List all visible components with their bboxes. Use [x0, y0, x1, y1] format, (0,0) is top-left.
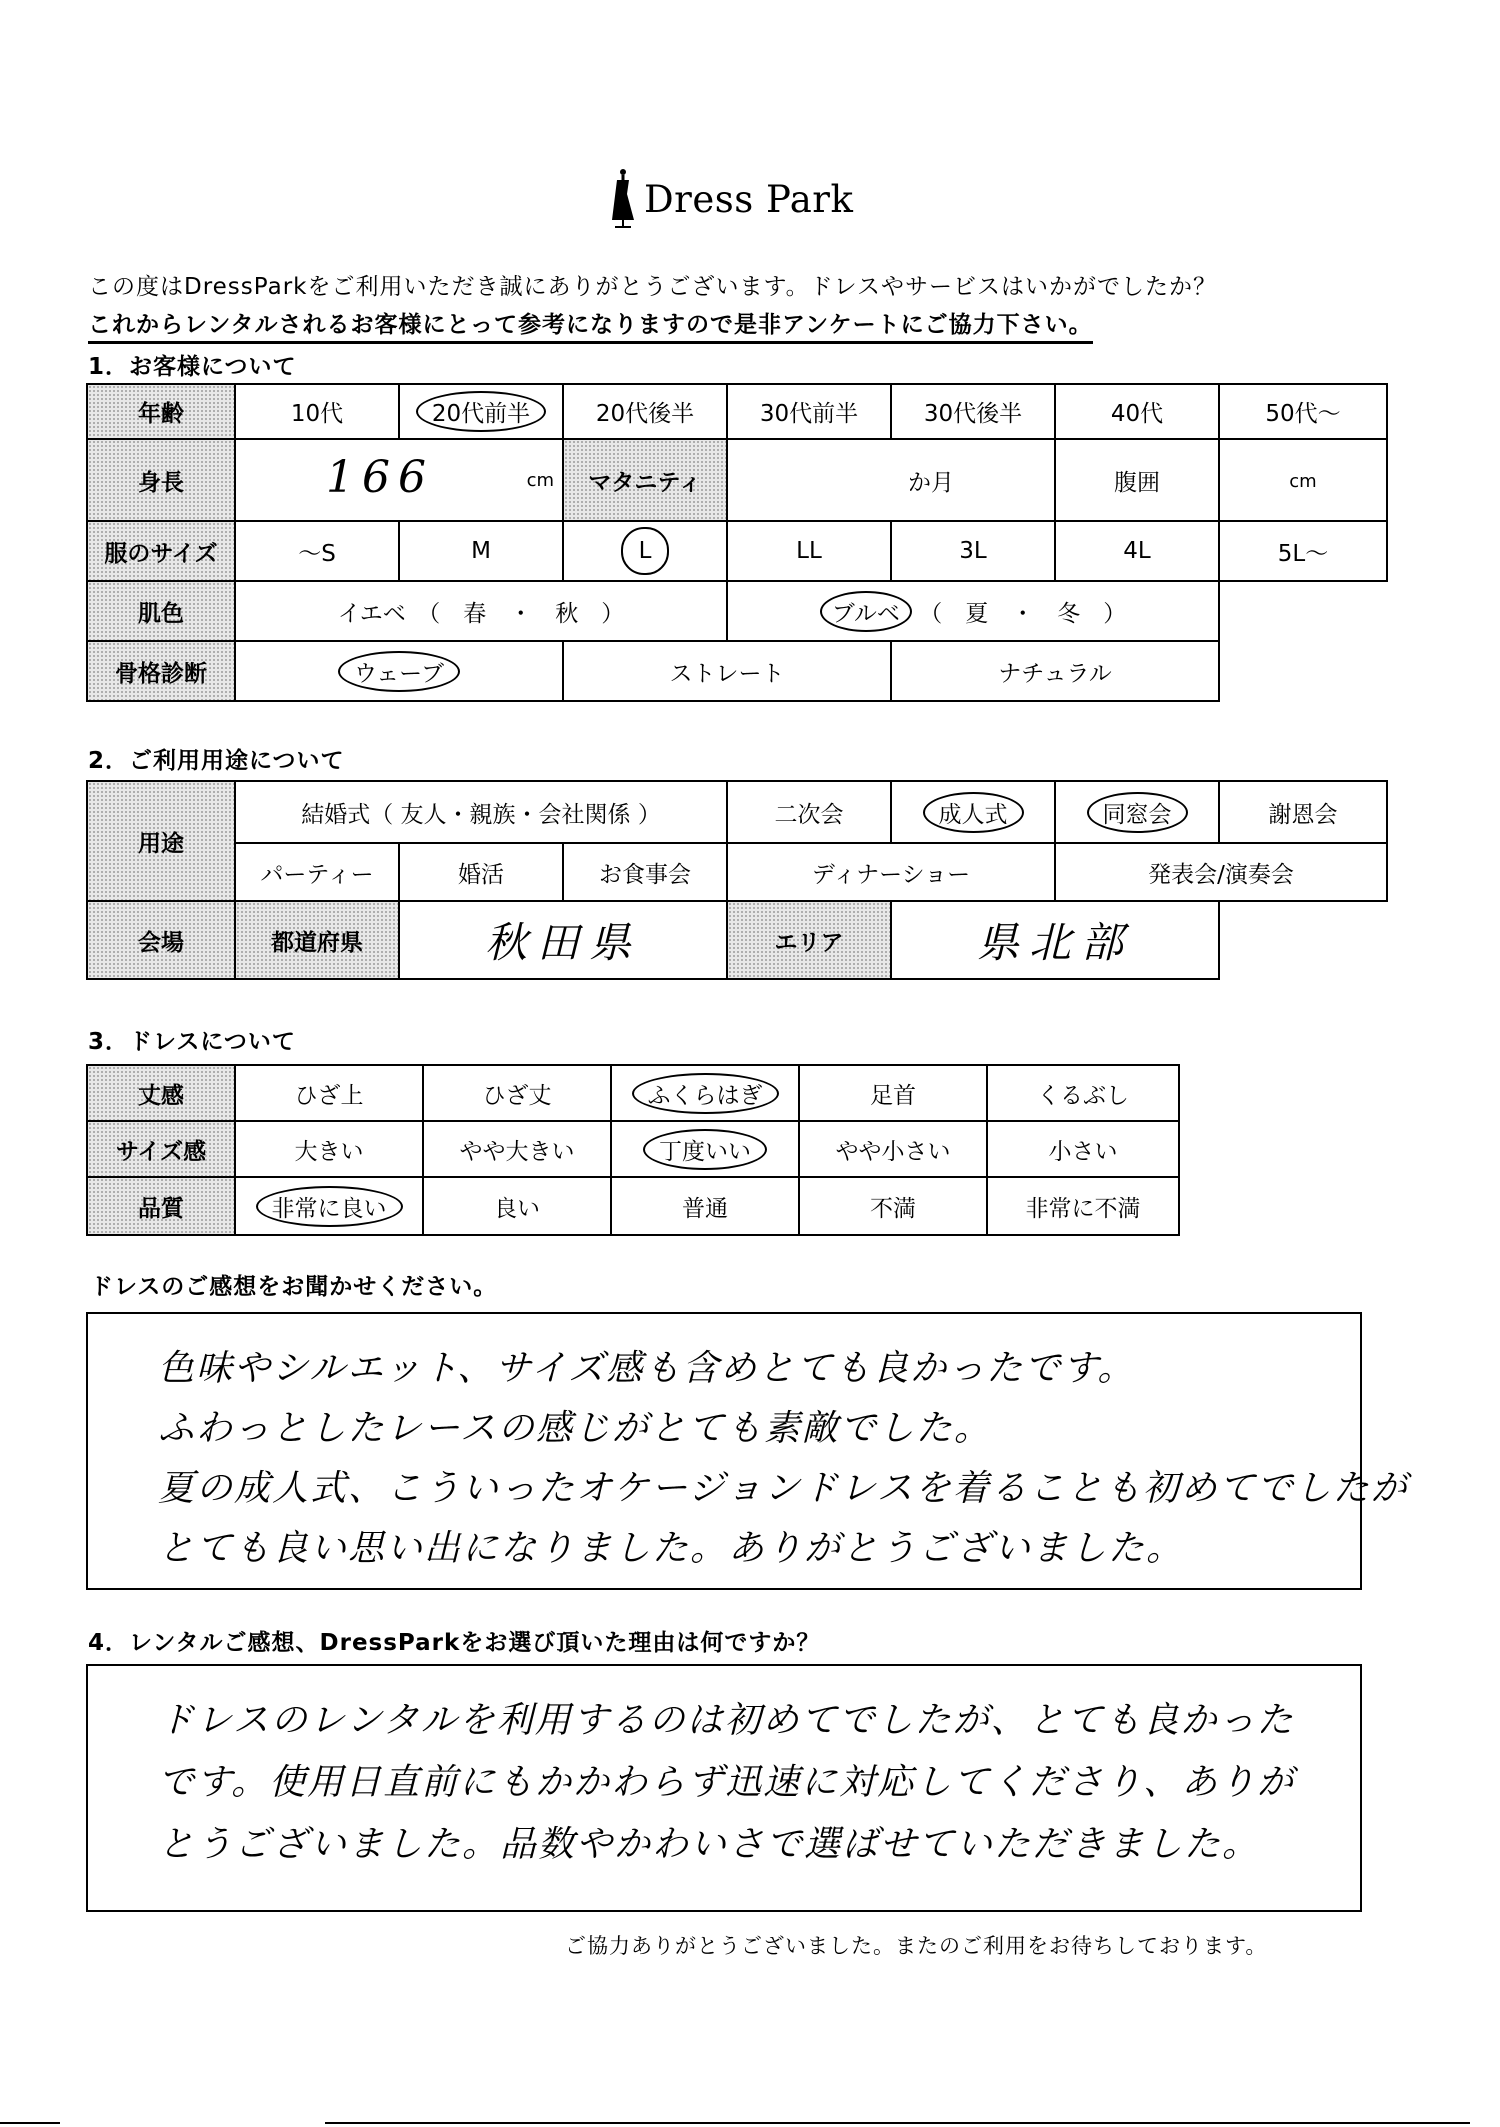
size-option-l[interactable] [563, 521, 727, 581]
selected-circle: ふくらはぎ [632, 1073, 779, 1114]
rental-comment-box[interactable] [86, 1664, 1362, 1912]
purpose-row-1 [87, 781, 1387, 843]
dress-comment-line: 夏の成人式、こういったオケージョンドレスを着ることも初めてでしたが [158, 1468, 1409, 1509]
waist-label: 腹囲 [1055, 439, 1219, 521]
age-option-40s[interactable]: 40代 [1055, 384, 1219, 439]
waist-unit: cm [1289, 471, 1317, 492]
area-field[interactable] [891, 901, 1219, 979]
height-unit: cm [526, 470, 554, 491]
purpose-table [86, 780, 1388, 980]
height-field[interactable] [235, 439, 563, 521]
prefecture-value: 秋田県 [485, 918, 642, 967]
purpose-konkatsu[interactable]: 婚活 [399, 843, 563, 901]
selected-circle: 成人式 [923, 792, 1024, 833]
frame-option-wave[interactable] [235, 641, 563, 701]
length-calf[interactable] [611, 1065, 799, 1121]
age-row [87, 384, 1387, 439]
age-option-late-20s[interactable]: 20代後半 [563, 384, 727, 439]
age-option-50s-plus[interactable]: 50代～ [1219, 384, 1387, 439]
prefecture-label: 都道府県 [235, 901, 399, 979]
maternity-label: マタニティ [563, 439, 727, 521]
dress-comment-line: ふわっとしたレースの感じがとても素敵でした。 [158, 1408, 992, 1449]
fit-label: サイズ感 [87, 1121, 235, 1177]
dress-comment-line: 色味やシルエット、サイズ感も含めとても良かったです。 [158, 1348, 1136, 1389]
height-label: 身長 [87, 439, 235, 521]
scan-edge-bottom [325, 2122, 1470, 2124]
section-2-title: 2．ご利用用途について [88, 748, 345, 774]
selected-circle: ウェーブ [338, 651, 460, 692]
quality-very-good[interactable] [235, 1177, 423, 1235]
scan-edge-left [0, 2122, 60, 2124]
size-option-m[interactable]: M [399, 521, 563, 581]
frame-option-straight[interactable]: ストレート [563, 641, 891, 701]
age-option-early-20s[interactable] [399, 384, 563, 439]
age-option-early-30s[interactable]: 30代前半 [727, 384, 891, 439]
quality-row [87, 1177, 1179, 1235]
length-label: 丈感 [87, 1065, 235, 1121]
age-label: 年齢 [87, 384, 235, 439]
frame-label: 骨格診断 [87, 641, 235, 701]
maternity-months-field[interactable] [727, 439, 1055, 521]
size-label: 服のサイズ [87, 521, 235, 581]
dress-comment-box[interactable] [86, 1312, 1409, 1590]
fit-row [87, 1121, 1179, 1177]
size-option-s[interactable]: ～S [235, 521, 399, 581]
venue-label: 会場 [87, 901, 235, 979]
purpose-dinner-show[interactable]: ディナーショー [727, 843, 1055, 901]
size-option-4l[interactable]: 4L [1055, 521, 1219, 581]
frame-option-natural[interactable]: ナチュラル [891, 641, 1219, 701]
purpose-row-2 [87, 843, 1387, 901]
rental-comment-line: ドレスのレンタルを利用するのは初めてでしたが、とても良かった [158, 1700, 1295, 1741]
purpose-wedding[interactable]: 結婚式（ 友人・親族・会社関係 ） [235, 781, 727, 843]
length-ankle-bone[interactable]: くるぶし [987, 1065, 1179, 1121]
fit-just-right[interactable] [611, 1121, 799, 1177]
months-unit: か月 [908, 469, 954, 496]
dress-table [86, 1064, 1180, 1236]
selected-circle: 同窓会 [1087, 792, 1188, 833]
venue-row [87, 901, 1387, 979]
size-option-ll[interactable]: LL [727, 521, 891, 581]
purpose-label: 用途 [87, 781, 235, 901]
section-4-title: 4．レンタルご感想、DressParkをお選び頂いた理由は何ですか？ [88, 1630, 821, 1656]
dress-mannequin-icon [608, 168, 638, 230]
fit-slightly-large[interactable]: やや大きい [423, 1121, 611, 1177]
intro-line-1: この度はDressParkをご利用いただき誠にありがとうございます。ドレスやサービスはいかがでしたか？ [88, 274, 1217, 300]
size-option-3l[interactable]: 3L [891, 521, 1055, 581]
section-3-title: 3．ドレスについて [88, 1029, 296, 1055]
footer-thanks: ご協力ありがとうございました。またのご利用をお待ちしております。 [565, 1934, 1268, 1958]
fit-small[interactable]: 小さい [987, 1121, 1179, 1177]
dress-comment-title: ドレスのご感想をお聞かせください。 [90, 1274, 498, 1300]
skin-yellow-base[interactable]: イエベ （ 春 ・ 秋 ） [235, 581, 727, 641]
rental-comment-line: とうございました。品数やかわいさで選ばせていただきました。 [158, 1824, 1261, 1865]
area-value: 県北部 [977, 918, 1134, 967]
skin-label: 肌色 [87, 581, 235, 641]
selected-circle: 20代前半 [416, 391, 546, 432]
purpose-thank-you-party[interactable]: 謝恩会 [1219, 781, 1387, 843]
age-option-late-30s[interactable]: 30代後半 [891, 384, 1055, 439]
selected-circle: ブルベ [820, 591, 912, 632]
purpose-after-party[interactable]: 二次会 [727, 781, 891, 843]
waist-field[interactable] [1219, 439, 1387, 521]
quality-very-unsatisfied[interactable]: 非常に不満 [987, 1177, 1179, 1235]
frame-row [87, 641, 1387, 701]
age-option-10s[interactable]: 10代 [235, 384, 399, 439]
area-label: エリア [727, 901, 891, 979]
purpose-reunion[interactable] [1055, 781, 1219, 843]
size-row [87, 521, 1387, 581]
length-row [87, 1065, 1179, 1121]
length-above-knee[interactable]: ひざ上 [235, 1065, 423, 1121]
quality-average[interactable]: 普通 [611, 1177, 799, 1235]
fit-slightly-small[interactable]: やや小さい [799, 1121, 987, 1177]
prefecture-field[interactable] [399, 901, 727, 979]
selected-circle: L [621, 527, 669, 575]
size-option-5l-plus[interactable]: 5L～ [1219, 521, 1387, 581]
skin-blue-seasons: （ 夏 ・ 冬 ） [919, 600, 1127, 627]
skin-row [87, 581, 1387, 641]
skin-blue-base[interactable] [727, 581, 1219, 641]
purpose-party[interactable]: パーティー [235, 843, 399, 901]
blank-cell [1219, 581, 1387, 641]
rental-comment-line: です。使用日直前にもかかわらず迅速に対応してくださり、ありが [158, 1762, 1296, 1803]
purpose-coming-of-age[interactable] [891, 781, 1055, 843]
brand-logo [608, 168, 853, 230]
height-value: 166 [326, 452, 434, 503]
intro-line-2: これからレンタルされるお客様にとって参考になりますので是非アンケートにご協力下さい。 [88, 306, 1093, 344]
quality-label: 品質 [87, 1177, 235, 1235]
fit-large[interactable]: 大きい [235, 1121, 423, 1177]
dress-comment-line: とても良い思い出になりました。ありがとうございました。 [158, 1528, 1185, 1569]
quality-unsatisfied[interactable]: 不満 [799, 1177, 987, 1235]
height-row [87, 439, 1387, 521]
purpose-dinner[interactable]: お食事会 [563, 843, 727, 901]
length-knee[interactable]: ひざ丈 [423, 1065, 611, 1121]
selected-circle: 丁度いい [643, 1129, 767, 1170]
blank-cell [1219, 641, 1387, 701]
blank-cell [1219, 901, 1387, 979]
customer-table [86, 383, 1388, 702]
quality-good[interactable]: 良い [423, 1177, 611, 1235]
brand-name: Dress Park [644, 177, 854, 221]
selected-circle: 非常に良い [256, 1186, 403, 1227]
purpose-recital[interactable]: 発表会/演奏会 [1055, 843, 1387, 901]
section-1-title: 1．お客様について [88, 354, 297, 380]
length-ankle[interactable]: 足首 [799, 1065, 987, 1121]
